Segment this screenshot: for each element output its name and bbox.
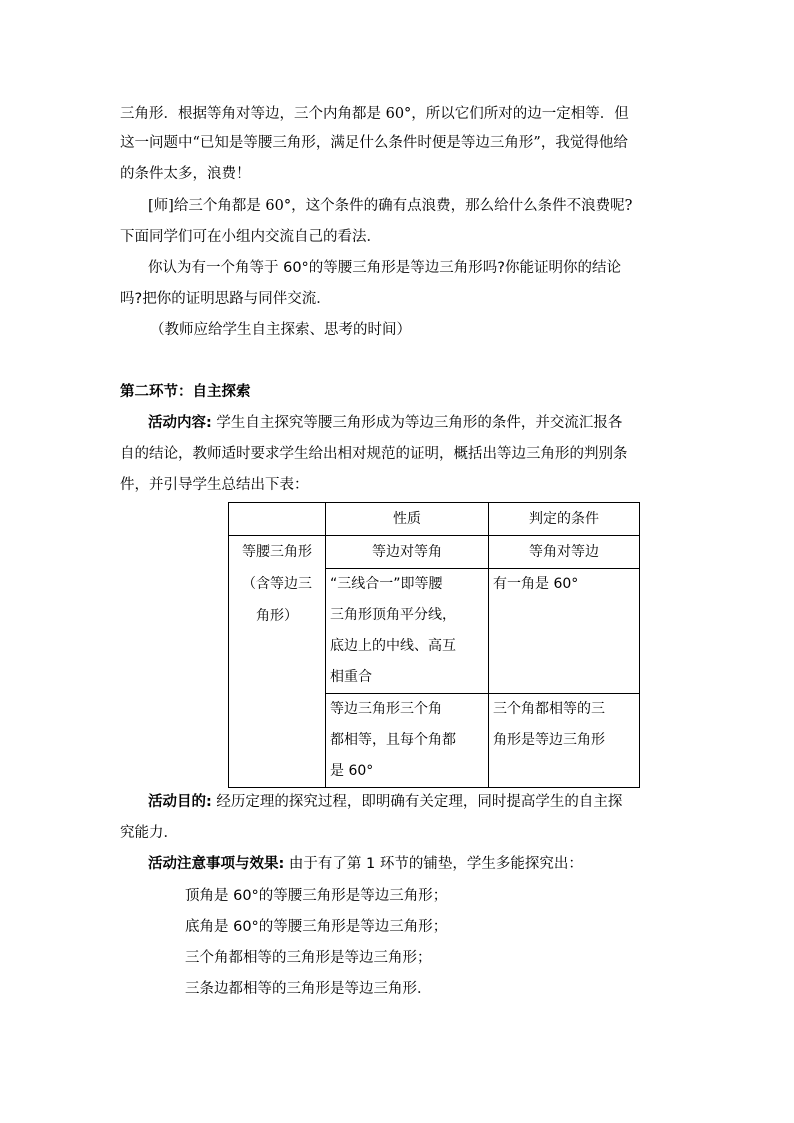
- goal-label: 活动目的:: [148, 794, 212, 810]
- table-header-row: [229, 503, 640, 536]
- intro-line-1: 三角形．根据等角对等边，三个内角都是 60°，所以它们所对的边一定相等．但: [120, 106, 629, 122]
- content-line-1: [148, 413, 622, 433]
- row-label-line-3: 角形）: [256, 608, 298, 624]
- notes-item-4: 三条边都相等的三角形是等边三角形．: [185, 981, 432, 997]
- r2-property-line-3: 底边上的中线、高互: [330, 638, 456, 654]
- r2-property-line-1: “三线合一”即等腰: [330, 576, 443, 592]
- intro-line-7: 吗?把你的证明思路与同伴交流．: [120, 291, 331, 307]
- r1-condition: 等角对等边: [489, 536, 640, 569]
- summary-table: [228, 502, 640, 788]
- r3-condition-line-1: 三个角都相等的三: [493, 701, 605, 717]
- table-row: [229, 536, 640, 569]
- content-line-2: 自的结论，教师适时要求学生给出相对规范的证明，概括出等边三角形的判别条: [120, 446, 628, 462]
- intro-line-2: 这一问题中“已知是等腰三角形，满足什么条件时便是等边三角形”，我觉得他给: [120, 135, 628, 151]
- content-label: 活动内容:: [148, 415, 212, 431]
- notes-item-3: 三个角都相等的三角形是等边三角形；: [185, 950, 432, 966]
- table-header-property: 性质: [326, 503, 489, 536]
- r1-property: 等边对等角: [326, 536, 489, 569]
- table-header-condition: 判定的条件: [489, 503, 640, 536]
- r2-property: [326, 569, 489, 694]
- content-text-1: 学生自主探究等腰三角形成为等边三角形的条件，并交流汇报各: [211, 415, 623, 431]
- r3-condition-line-2: 角形是等边三角形: [493, 732, 605, 748]
- table-row-label: [229, 536, 326, 788]
- section-heading: 第二环节：自主探索: [120, 384, 251, 400]
- intro-line-5: 下面同学们可在小组内交流自己的看法．: [120, 229, 381, 245]
- row-label-line-2: （含等边三: [242, 576, 312, 592]
- notes-item-2: 底角是 60°的等腰三角形是等边三角形；: [185, 919, 448, 935]
- r2-property-line-4: 相重合: [330, 669, 372, 685]
- r2-condition: 有一角是 60°: [489, 569, 640, 694]
- r2-property-line-2: 三角形顶角平分线，: [330, 607, 456, 623]
- r3-property: [326, 694, 489, 788]
- notes-item-1: 顶角是 60°的等腰三角形是等边三角形；: [185, 888, 448, 904]
- intro-line-4: [师]给三个角都是 60°，这个条件的确有点浪费，那么给什么条件不浪费呢?: [148, 198, 633, 214]
- table-header-empty: [229, 503, 326, 536]
- content-line-3: 件，并引导学生总结出下表：: [120, 477, 309, 493]
- r3-property-line-3: 是 60°: [330, 763, 374, 779]
- notes-line-1: [148, 854, 583, 874]
- intro-line-8: （教师应给学生自主探索、思考的时间）: [150, 322, 411, 338]
- notes-label: 活动注意事项与效果:: [148, 856, 285, 872]
- intro-line-6: 你认为有一个角等于 60°的等腰三角形是等边三角形吗?你能证明你的结论: [148, 260, 622, 276]
- row-label-line-1: 等腰三角形: [242, 544, 312, 560]
- goal-text-1: 经历定理的探究过程，即明确有关定理，同时提高学生的自主探: [211, 794, 623, 810]
- goal-line-2: 究能力．: [120, 825, 178, 841]
- intro-line-3: 的条件太多，浪费！: [120, 166, 251, 182]
- goal-line-1: [148, 792, 622, 812]
- r3-condition: [489, 694, 640, 788]
- r3-property-line-2: 都相等，且每个角都: [330, 732, 456, 748]
- notes-text-1: 由于有了第 1 环节的铺垫，学生多能探究出：: [284, 856, 583, 872]
- r3-property-line-1: 等边三角形三个角: [330, 701, 442, 717]
